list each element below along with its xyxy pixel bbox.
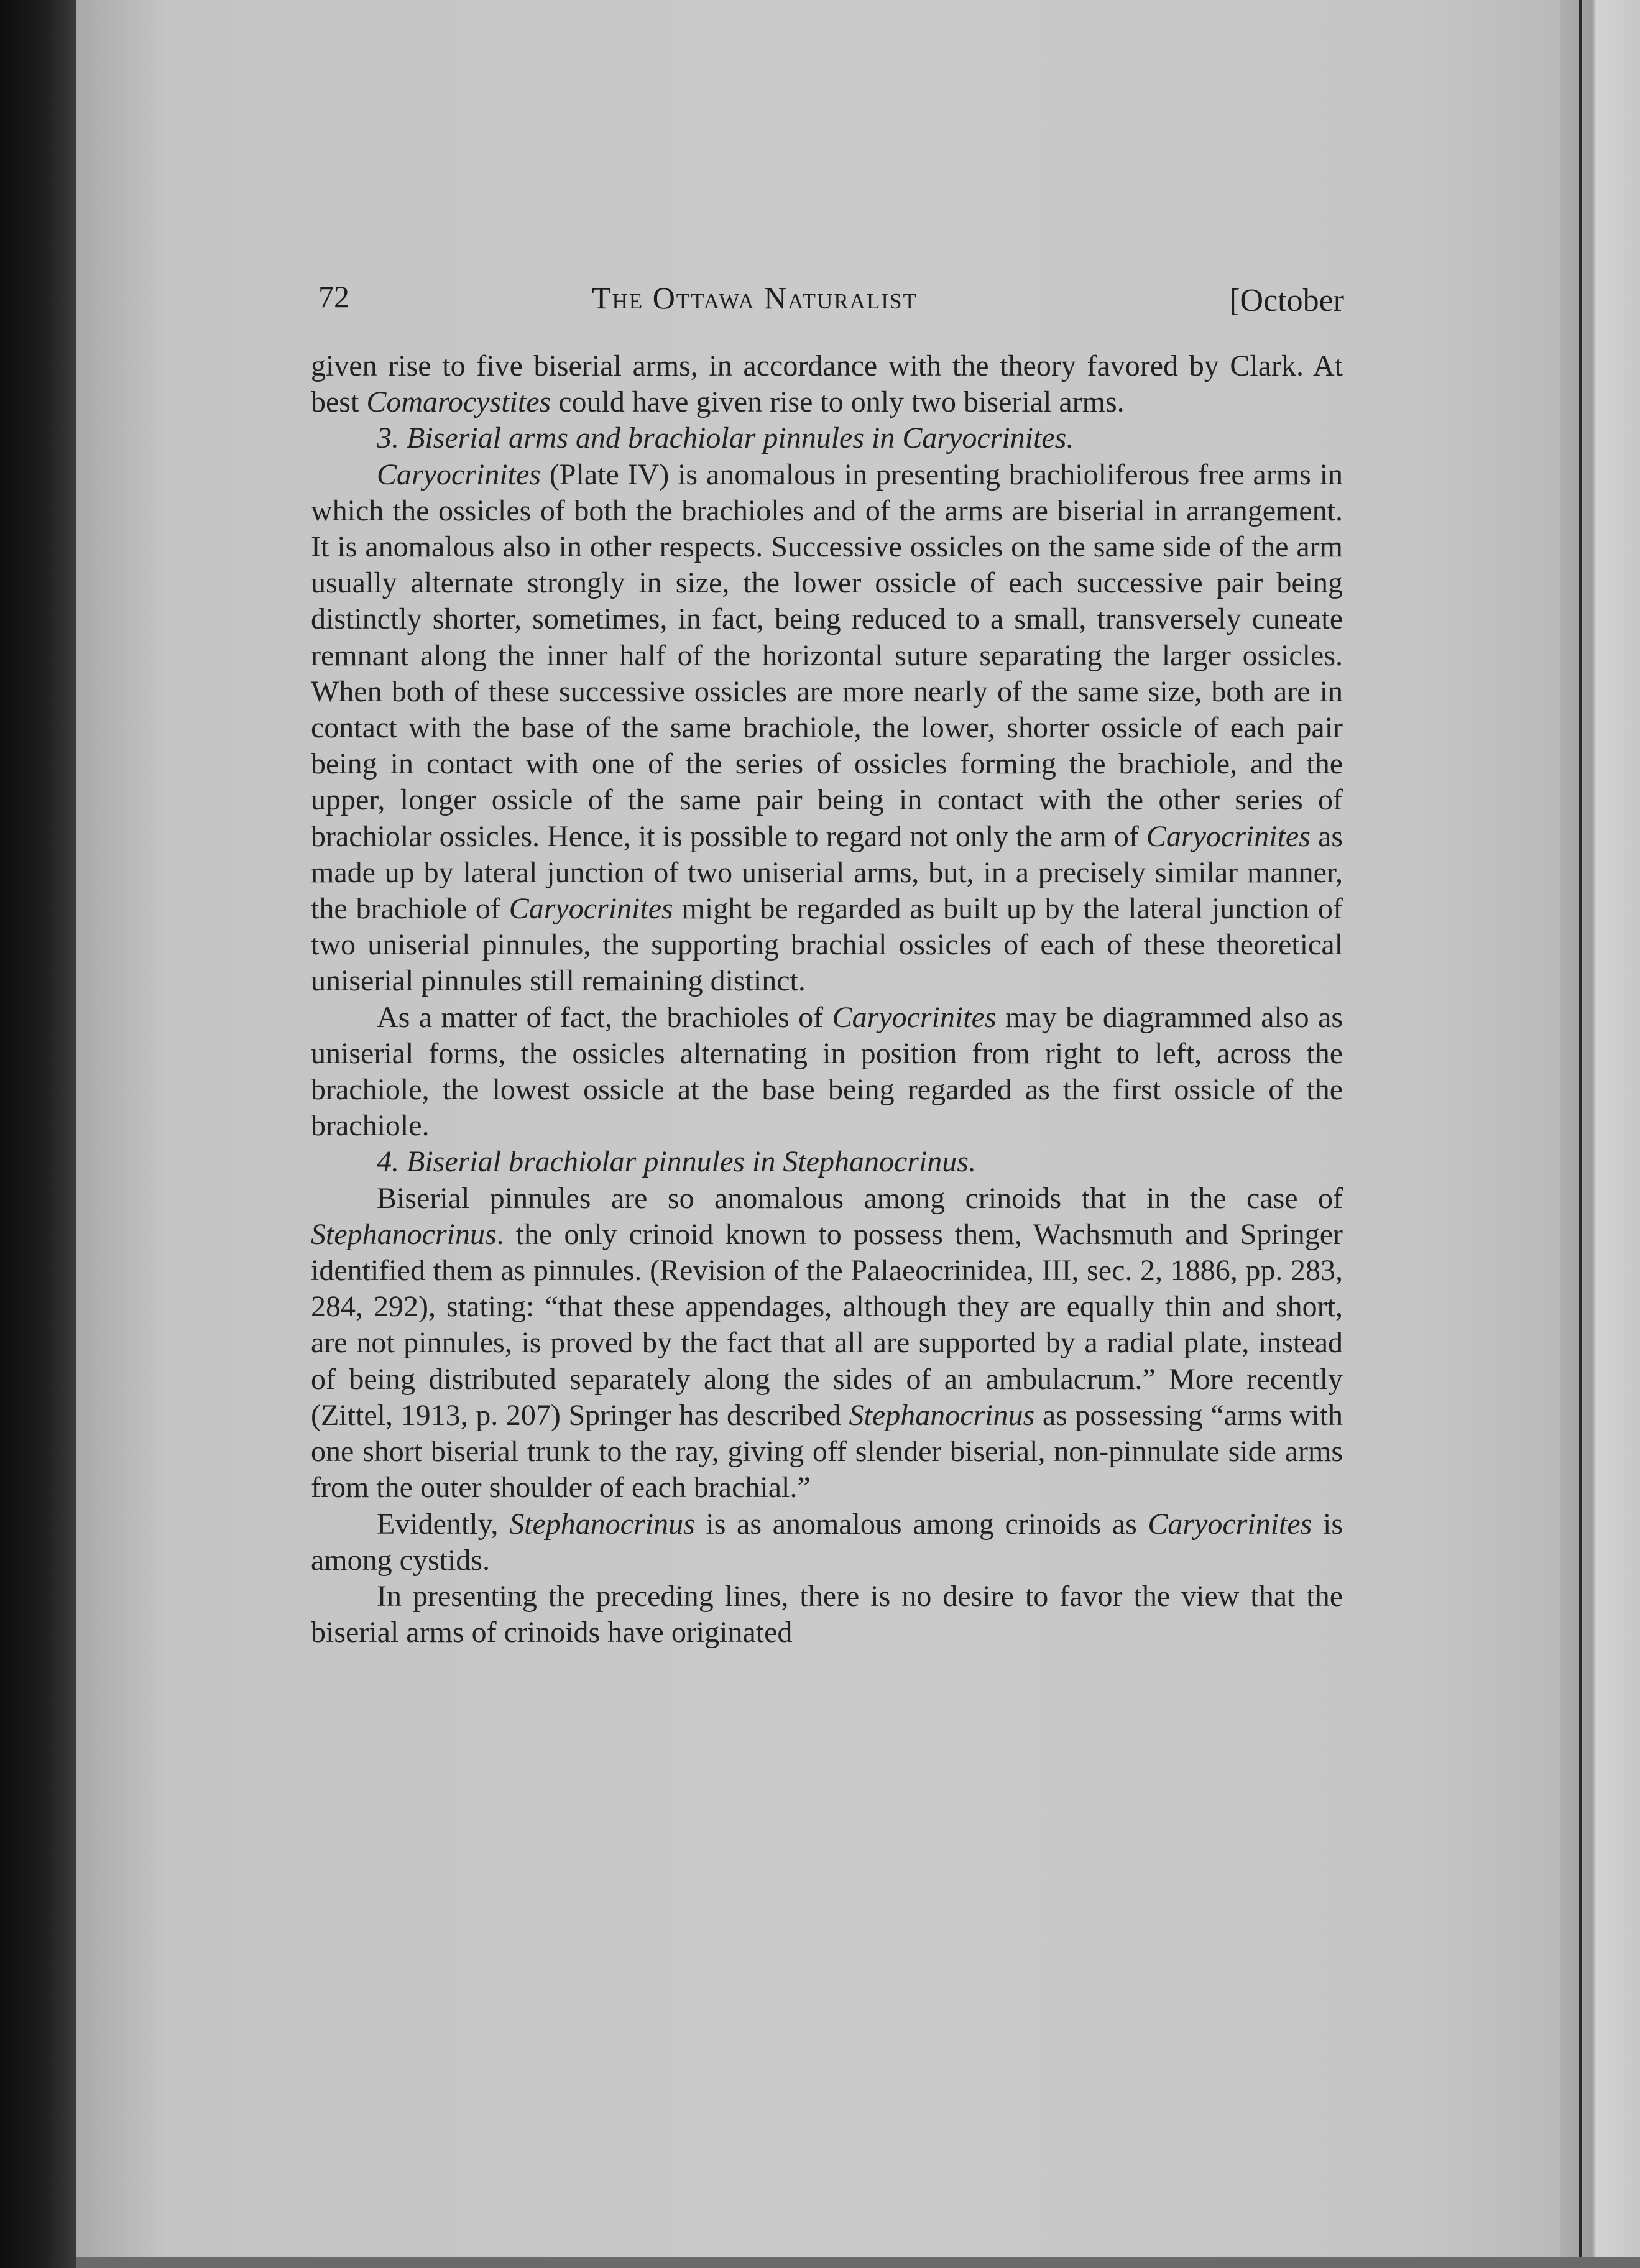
journal-title: The Ottawa Naturalist [592, 280, 918, 315]
bottom-page-edge [76, 2257, 1640, 2268]
page-number: 72 [318, 279, 349, 314]
paragraph: Biserial pinnules are so anomalous among crinoids that in the case of Stephanocrinus. the only crinoid known to possess them, Wachsmuth and Springer identified them as pinnules. (Revision of the Palaeocrinidea, III, sec. 2, 1886, pp. 283, 284, 292), stating: “that these appendages, although they are equally thin and short, are not pinnules, is proved by the fact that all are supported by a radial plate, instead of being distributed separately along the sides of an ambulacrum.” More recently (Zittel, 1913, p. 207) Springer has described Stephanocrinus as possessing “arms with one short biserial trunk to the ray, giving off slender biserial, non-pinnulate side arms from the outer shoulder of each brachial.” [311, 1181, 1343, 1505]
running-head [318, 279, 1344, 322]
paragraph: As a matter of fact, the brachioles of Caryocrinites may be diagrammed also as uniserial forms, the ossicles alternating in position from right to left, across the brachiole, the lowest ossicle at the base being regarded as the first ossicle of the brachiole. [311, 1000, 1343, 1143]
paragraph: Evidently, Stephanocrinus is as anomalous among crinoids as Caryocrinites is among cystids. [311, 1507, 1343, 1577]
section-heading-4: 4. Biserial brachiolar pinnules in Stephanocrinus. [377, 1145, 976, 1179]
page-edge-line [1579, 0, 1582, 2268]
adjacent-page-edge [1560, 0, 1640, 2268]
paragraph: In presenting the preceding lines, there is no desire to favor the view that the biserial arms of crinoids have originated [311, 1579, 1343, 1649]
section-heading-3: 3. Biserial arms and brachiolar pinnules in Caryocrinites. [377, 422, 1074, 455]
paragraph: given rise to five biserial arms, in accordance with the theory favored by Clark. At best Comarocystites could have given rise to only two biserial arms. [311, 349, 1343, 419]
paragraph: Caryocrinites (Plate IV) is anomalous in presenting brachioliferous free arms in which the ossicles of both the brachioles and of the arms are biserial in arrangement. It is anomalous also in other respects. Successive ossicles on the same side of the arm usually alternate strongly in size, the lower ossicle of each successive pair being distinctly shorter, sometimes, in fact, being reduced to a small, transversely cuneate remnant along the inner half of the horizontal suture separating the larger ossicles. When both of these successive ossicles are more nearly of the same size, both are in contact with the base of the same brachiole, the lower, shorter ossicle of each pair being in contact with one of the series of ossicles forming the brachiole, and the upper, longer ossicle of the same pair being in contact with the other series of brachiolar ossicles. Hence, it is possible to regard not only the arm of Caryocrinites as made up by lateral junction of two uniserial arms, but, in a precisely similar manner, the brachiole of Caryocrinites might be regarded as built up by the lateral junction of two uniserial pinnules, the supporting brachial ossicles of each of these theoretical uniserial pinnules still remaining distinct. [311, 458, 1343, 998]
issue-month: [October [1229, 283, 1344, 318]
book-binding-edge [0, 0, 76, 2268]
body-text [311, 348, 1343, 1651]
